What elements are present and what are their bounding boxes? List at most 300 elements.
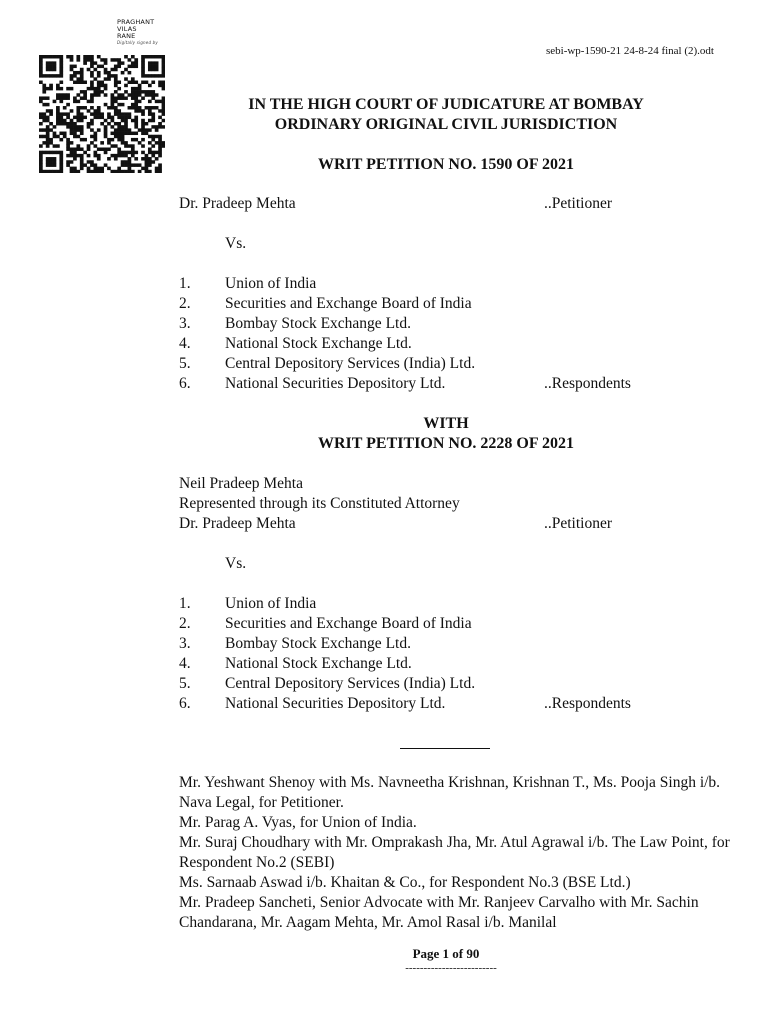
qr-module bbox=[134, 151, 138, 154]
qr-module bbox=[131, 77, 135, 80]
respondent-name: Central Depository Services (India) Ltd. bbox=[225, 675, 476, 692]
qr-module bbox=[73, 135, 77, 138]
respondent-row bbox=[179, 694, 659, 714]
qr-module bbox=[141, 61, 145, 64]
petition-2-petitioner-line bbox=[179, 514, 659, 534]
respondent-row bbox=[179, 654, 659, 674]
qr-module bbox=[145, 55, 149, 58]
qr-module bbox=[151, 55, 155, 58]
qr-module bbox=[148, 90, 152, 93]
qr-module bbox=[70, 74, 74, 77]
respondent-row bbox=[179, 594, 659, 614]
qr-module bbox=[83, 138, 87, 141]
qr-module bbox=[90, 84, 94, 87]
qr-module bbox=[148, 141, 152, 144]
qr-module bbox=[107, 77, 111, 80]
qr-module bbox=[148, 135, 152, 138]
qr-module bbox=[42, 74, 46, 77]
qr-module bbox=[87, 87, 91, 90]
qr-module bbox=[76, 135, 80, 138]
respondent-number: 2. bbox=[179, 295, 191, 312]
qr-module bbox=[148, 84, 152, 87]
petition-1-petitioner-row bbox=[179, 194, 659, 214]
qr-module bbox=[46, 68, 50, 71]
qr-module bbox=[107, 71, 111, 74]
respondent-number: 3. bbox=[179, 315, 191, 332]
qr-module bbox=[70, 68, 74, 71]
qr-module bbox=[46, 87, 50, 90]
qr-module bbox=[141, 81, 145, 84]
respondent-row bbox=[179, 634, 659, 654]
respondent-row bbox=[179, 374, 659, 394]
qr-module bbox=[93, 68, 97, 71]
qr-module bbox=[148, 65, 152, 68]
qr-module bbox=[93, 77, 97, 80]
respondent-name: Securities and Exchange Board of India bbox=[225, 615, 472, 632]
respondent-name: Bombay Stock Exchange Ltd. bbox=[225, 315, 411, 332]
qr-module bbox=[151, 61, 155, 64]
qr-module bbox=[42, 141, 46, 144]
qr-module bbox=[134, 58, 138, 61]
qr-module bbox=[53, 151, 57, 154]
qr-module bbox=[87, 144, 91, 147]
qr-module bbox=[117, 87, 121, 90]
qr-module bbox=[97, 71, 101, 74]
counsel-line: Ms. Sarnaab Aswad i/b. Khaitan & Co., for Respondent No.3 (BSE Ltd.) bbox=[179, 874, 631, 891]
qr-module bbox=[155, 74, 159, 77]
respondent-number: 3. bbox=[179, 635, 191, 652]
qr-module bbox=[124, 144, 128, 147]
qr-module bbox=[66, 147, 70, 150]
qr-module bbox=[117, 65, 121, 68]
qr-module bbox=[80, 147, 84, 150]
qr-module bbox=[104, 151, 108, 154]
qr-module bbox=[117, 135, 121, 138]
respondent-row bbox=[179, 674, 659, 694]
qr-module bbox=[80, 77, 84, 80]
qr-module bbox=[114, 84, 118, 87]
qr-module bbox=[158, 151, 162, 154]
qr-module bbox=[76, 77, 80, 80]
qr-module bbox=[114, 74, 118, 77]
qr-module bbox=[49, 61, 53, 64]
qr-module bbox=[104, 61, 108, 64]
qr-module bbox=[131, 90, 135, 93]
qr-module bbox=[97, 147, 101, 150]
qr-module bbox=[124, 68, 128, 71]
qr-module bbox=[111, 68, 115, 71]
qr-module bbox=[42, 151, 46, 154]
qr-module bbox=[42, 55, 46, 58]
qr-module bbox=[39, 65, 43, 68]
respondent-number: 1. bbox=[179, 275, 191, 292]
qr-module bbox=[46, 61, 50, 64]
respondent-row bbox=[179, 314, 659, 334]
qr-module bbox=[162, 74, 165, 77]
qr-module bbox=[97, 90, 101, 93]
qr-module bbox=[158, 55, 162, 58]
qr-module bbox=[138, 141, 142, 144]
qr-module bbox=[141, 74, 145, 77]
qr-module bbox=[53, 65, 57, 68]
qr-module bbox=[49, 68, 53, 71]
qr-module bbox=[76, 58, 80, 61]
qr-module bbox=[73, 147, 77, 150]
qr-module bbox=[158, 84, 162, 87]
qr-module bbox=[134, 138, 138, 141]
petition-2-title: WRIT PETITION NO. 2228 OF 2021 bbox=[317, 435, 575, 452]
qr-module bbox=[39, 71, 43, 74]
qr-module bbox=[100, 81, 104, 84]
qr-module bbox=[151, 81, 155, 84]
respondents-role: ..Respondents bbox=[544, 375, 631, 392]
qr-module bbox=[104, 147, 108, 150]
qr-module bbox=[39, 74, 43, 77]
qr-module bbox=[141, 65, 145, 68]
counsel-appearances bbox=[179, 773, 734, 933]
qr-module bbox=[42, 84, 46, 87]
qr-module bbox=[162, 55, 165, 58]
qr-module bbox=[131, 65, 135, 68]
qr-module bbox=[93, 90, 97, 93]
qr-module bbox=[90, 61, 94, 64]
qr-module bbox=[53, 74, 57, 77]
qr-module bbox=[39, 151, 43, 154]
respondent-name: Bombay Stock Exchange Ltd. bbox=[225, 635, 411, 652]
qr-module bbox=[66, 141, 70, 144]
qr-module bbox=[151, 90, 155, 93]
counsel-line: Mr. Pradeep Sancheti, Senior Advocate with Mr. Ranjeev Carvalho with Mr. Sachin Chandarana, Mr. Aagam Mehta, Mr. Amol Rasal i/b. Manilal bbox=[179, 894, 699, 931]
qr-module bbox=[39, 81, 43, 84]
qr-module bbox=[107, 74, 111, 77]
digital-signature bbox=[117, 19, 158, 46]
qr-module bbox=[141, 68, 145, 71]
court-jurisdiction: ORDINARY ORIGINAL CIVIL JURISDICTION bbox=[274, 116, 618, 133]
qr-module bbox=[90, 135, 94, 138]
qr-module bbox=[90, 71, 94, 74]
qr-module bbox=[87, 55, 91, 58]
versus-label: Vs. bbox=[225, 555, 247, 572]
qr-module bbox=[49, 87, 53, 90]
signature-note: Digitally signed by bbox=[117, 40, 158, 45]
respondents-role: ..Respondents bbox=[544, 695, 631, 712]
qr-module bbox=[83, 90, 87, 93]
signer-name-line-1: PRAGHANT bbox=[117, 18, 155, 26]
qr-module bbox=[70, 65, 74, 68]
qr-module bbox=[151, 138, 155, 141]
qr-module bbox=[114, 58, 118, 61]
page-number: Page 1 of 90 bbox=[412, 946, 480, 961]
qr-module bbox=[73, 65, 77, 68]
qr-module bbox=[158, 138, 162, 141]
qr-module bbox=[141, 55, 145, 58]
versus-label: Vs. bbox=[225, 235, 247, 252]
petition-2-petitioner-line bbox=[179, 494, 659, 514]
qr-module bbox=[124, 141, 128, 144]
qr-module bbox=[90, 55, 94, 58]
qr-module bbox=[141, 58, 145, 61]
court-name: IN THE HIGH COURT OF JUDICATURE AT BOMBAY bbox=[248, 96, 644, 113]
petitioner-role: ..Petitioner bbox=[544, 195, 613, 212]
qr-module bbox=[162, 81, 165, 84]
qr-module bbox=[138, 87, 142, 90]
qr-module bbox=[42, 87, 46, 90]
qr-module bbox=[141, 138, 145, 141]
qr-module bbox=[162, 87, 165, 90]
qr-module bbox=[80, 138, 84, 141]
qr-module bbox=[80, 68, 84, 71]
qr-module bbox=[70, 151, 74, 154]
qr-module bbox=[93, 61, 97, 64]
qr-module bbox=[90, 65, 94, 68]
qr-module bbox=[80, 81, 84, 84]
qr-module bbox=[114, 68, 118, 71]
qr-module bbox=[80, 74, 84, 77]
qr-module bbox=[117, 61, 121, 64]
qr-module bbox=[97, 87, 101, 90]
qr-module bbox=[59, 58, 63, 61]
qr-module bbox=[100, 141, 104, 144]
qr-module bbox=[39, 144, 43, 147]
qr-module bbox=[124, 151, 128, 154]
qr-module bbox=[87, 68, 91, 71]
respondent-name: National Stock Exchange Ltd. bbox=[225, 335, 412, 352]
qr-module bbox=[134, 65, 138, 68]
qr-module bbox=[151, 74, 155, 77]
qr-module bbox=[151, 65, 155, 68]
qr-module bbox=[155, 68, 159, 71]
qr-module bbox=[117, 58, 121, 61]
respondent-number: 6. bbox=[179, 375, 191, 392]
respondent-number: 4. bbox=[179, 335, 191, 352]
qr-module bbox=[49, 65, 53, 68]
qr-module bbox=[134, 81, 138, 84]
qr-module bbox=[107, 138, 111, 141]
qr-module bbox=[59, 74, 63, 77]
qr-module bbox=[114, 77, 118, 80]
qr-module bbox=[39, 68, 43, 71]
qr-module bbox=[70, 147, 74, 150]
qr-module bbox=[83, 151, 87, 154]
qr-module bbox=[49, 74, 53, 77]
qr-module bbox=[100, 84, 104, 87]
qr-module bbox=[46, 135, 50, 138]
qr-module bbox=[121, 141, 125, 144]
qr-module bbox=[59, 55, 63, 58]
respondent-name: National Securities Depository Ltd. bbox=[225, 375, 446, 392]
qr-module bbox=[124, 77, 128, 80]
petitioner-role: ..Petitioner bbox=[544, 515, 613, 532]
qr-module bbox=[100, 147, 104, 150]
qr-module bbox=[148, 61, 152, 64]
respondent-name: National Securities Depository Ltd. bbox=[225, 695, 446, 712]
qr-module bbox=[141, 144, 145, 147]
qr-module bbox=[155, 61, 159, 64]
qr-module bbox=[104, 71, 108, 74]
qr-module bbox=[56, 55, 60, 58]
respondent-number: 1. bbox=[179, 595, 191, 612]
qr-module bbox=[97, 84, 101, 87]
qr-module bbox=[66, 55, 70, 58]
qr-module bbox=[134, 87, 138, 90]
qr-module bbox=[114, 90, 118, 93]
qr-module bbox=[100, 90, 104, 93]
qr-module bbox=[128, 81, 132, 84]
qr-module bbox=[73, 71, 77, 74]
qr-module bbox=[111, 58, 115, 61]
qr-module bbox=[158, 74, 162, 77]
petition-2-petitioner-line bbox=[179, 474, 659, 494]
respondent-name: National Stock Exchange Ltd. bbox=[225, 655, 412, 672]
qr-module bbox=[158, 144, 162, 147]
qr-module bbox=[104, 135, 108, 138]
qr-module bbox=[158, 147, 162, 150]
qr-module bbox=[76, 81, 80, 84]
qr-module bbox=[46, 138, 50, 141]
qr-module bbox=[49, 84, 53, 87]
qr-module bbox=[53, 135, 57, 138]
qr-module bbox=[141, 90, 145, 93]
petitioner-name: Neil Pradeep Mehta bbox=[179, 475, 303, 492]
qr-module bbox=[162, 144, 165, 147]
qr-module bbox=[131, 144, 135, 147]
signer-name-line-2: VILAS bbox=[117, 25, 137, 33]
qr-module bbox=[46, 144, 50, 147]
qr-module bbox=[93, 144, 97, 147]
qr-module bbox=[66, 87, 70, 90]
qr-module bbox=[155, 151, 159, 154]
respondent-name: Union of India bbox=[225, 275, 317, 292]
qr-module bbox=[124, 55, 128, 58]
qr-module bbox=[131, 61, 135, 64]
page-dash-rule: ------------------------- bbox=[405, 962, 497, 974]
qr-module bbox=[121, 71, 125, 74]
qr-module bbox=[131, 147, 135, 150]
qr-module bbox=[42, 90, 46, 93]
respondent-row bbox=[179, 274, 659, 294]
with-label: WITH bbox=[423, 415, 469, 432]
qr-module bbox=[83, 61, 87, 64]
qr-module bbox=[121, 151, 125, 154]
qr-module bbox=[162, 58, 165, 61]
qr-module bbox=[49, 55, 53, 58]
qr-module bbox=[46, 141, 50, 144]
qr-module bbox=[138, 84, 142, 87]
respondent-name: Union of India bbox=[225, 595, 317, 612]
qr-module bbox=[145, 74, 149, 77]
qr-module bbox=[39, 61, 43, 64]
qr-module bbox=[93, 151, 97, 154]
qr-module bbox=[131, 138, 135, 141]
qr-module bbox=[148, 68, 152, 71]
qr-module bbox=[124, 90, 128, 93]
signer-name-line-3: RANE bbox=[117, 32, 136, 40]
qr-module bbox=[155, 55, 159, 58]
qr-module bbox=[121, 138, 125, 141]
qr-module bbox=[80, 71, 84, 74]
qr-module bbox=[134, 61, 138, 64]
qr-module bbox=[70, 77, 74, 80]
qr-module bbox=[59, 65, 63, 68]
qr-module bbox=[49, 141, 53, 144]
respondent-name: Central Depository Services (India) Ltd. bbox=[225, 355, 476, 372]
qr-module bbox=[49, 138, 53, 141]
qr-module bbox=[56, 151, 60, 154]
qr-module bbox=[117, 138, 121, 141]
qr-module bbox=[97, 74, 101, 77]
qr-module bbox=[148, 147, 152, 150]
qr-module bbox=[87, 147, 91, 150]
qr-module bbox=[56, 144, 60, 147]
qr-module bbox=[93, 135, 97, 138]
qr-module bbox=[158, 135, 162, 138]
petitioner-attorney: Dr. Pradeep Mehta bbox=[179, 515, 296, 532]
qr-module bbox=[114, 65, 118, 68]
qr-module bbox=[162, 61, 165, 64]
qr-module bbox=[46, 55, 50, 58]
section-divider bbox=[400, 748, 490, 749]
qr-module bbox=[151, 144, 155, 147]
qr-module bbox=[83, 58, 87, 61]
qr-module bbox=[111, 138, 115, 141]
qr-module bbox=[39, 55, 43, 58]
qr-module bbox=[53, 55, 57, 58]
respondent-row bbox=[179, 294, 659, 314]
qr-module bbox=[131, 81, 135, 84]
qr-module bbox=[83, 55, 87, 58]
qr-module bbox=[128, 144, 132, 147]
qr-module bbox=[121, 135, 125, 138]
qr-module bbox=[151, 151, 155, 154]
qr-module bbox=[42, 135, 46, 138]
qr-module bbox=[148, 55, 152, 58]
qr-module bbox=[59, 61, 63, 64]
qr-module bbox=[80, 90, 84, 93]
qr-module bbox=[90, 87, 94, 90]
qr-module bbox=[83, 81, 87, 84]
qr-module bbox=[128, 65, 132, 68]
counsel-line: Mr. Suraj Choudhary with Mr. Omprakash Jha, Mr. Atul Agrawal i/b. The Law Point, for Respondent No.2 (SEBI) bbox=[179, 834, 730, 871]
qr-module bbox=[117, 147, 121, 150]
qr-module bbox=[97, 81, 101, 84]
qr-module bbox=[93, 138, 97, 141]
qr-module bbox=[70, 141, 74, 144]
qr-module bbox=[90, 58, 94, 61]
qr-module bbox=[56, 87, 60, 90]
qr-module bbox=[76, 71, 80, 74]
qr-module bbox=[155, 65, 159, 68]
qr-module bbox=[128, 151, 132, 154]
qr-module bbox=[39, 135, 43, 138]
qr-module bbox=[56, 74, 60, 77]
qr-module bbox=[131, 55, 135, 58]
qr-module bbox=[114, 135, 118, 138]
qr-module bbox=[131, 151, 135, 154]
qr-module bbox=[49, 151, 53, 154]
qr-module bbox=[97, 55, 101, 58]
qr-module bbox=[145, 90, 149, 93]
qr-module bbox=[111, 74, 115, 77]
file-reference: sebi-wp-1590-21 24-8-24 final (2).odt bbox=[545, 45, 714, 57]
respondent-name: Securities and Exchange Board of India bbox=[225, 295, 472, 312]
qr-module bbox=[141, 71, 145, 74]
qr-module bbox=[53, 61, 57, 64]
qr-module bbox=[131, 87, 135, 90]
qr-module bbox=[93, 87, 97, 90]
qr-module bbox=[70, 55, 74, 58]
qr-module bbox=[104, 68, 108, 71]
respondent-row bbox=[179, 334, 659, 354]
